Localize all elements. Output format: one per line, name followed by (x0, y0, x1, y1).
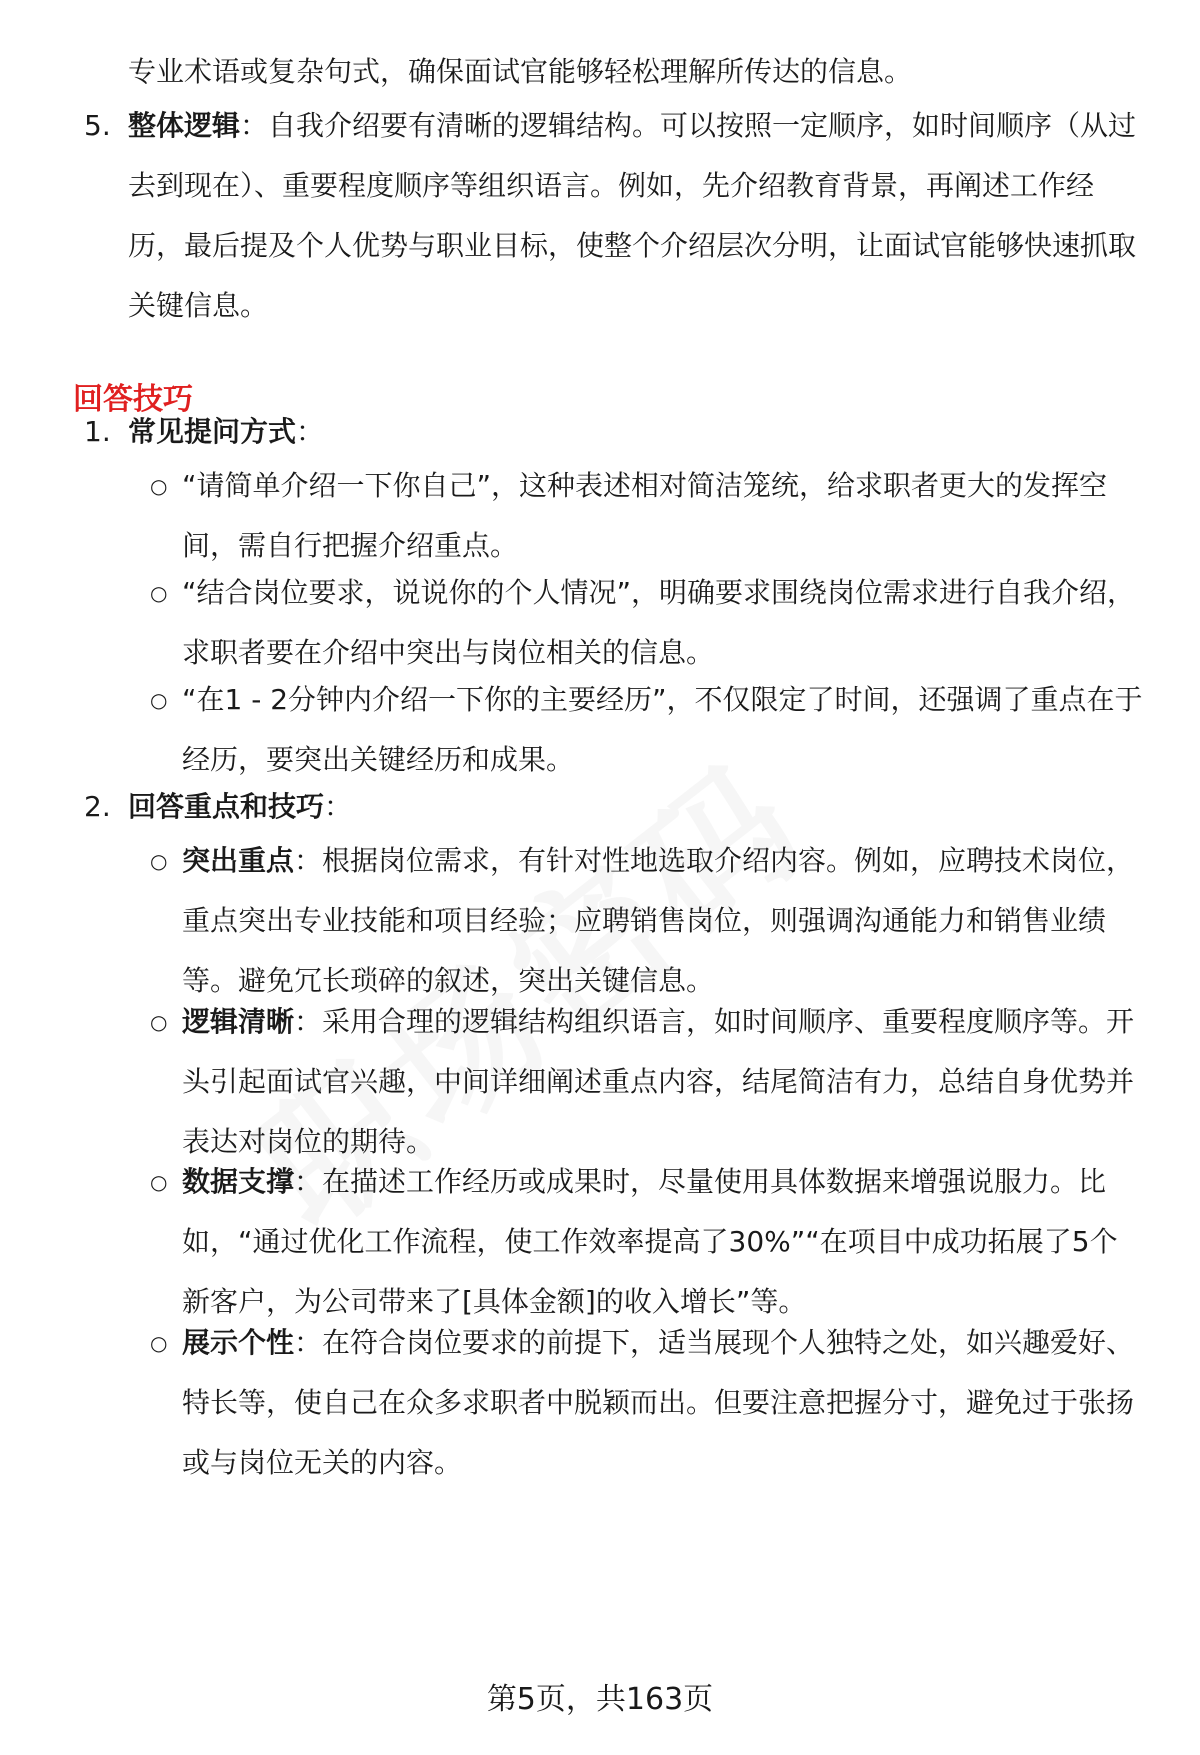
page-footer: 第5页，共163页 (486, 1682, 714, 1717)
item-5-title: 整体逻辑 (128, 109, 241, 142)
bullet-icon: ○ (150, 849, 168, 873)
bullet-sep: ： (294, 1165, 323, 1198)
bullet-icon: ○ (150, 581, 168, 605)
bullet-title: 展示个性 (182, 1326, 295, 1359)
item-5-sep: ： (240, 109, 269, 142)
list-2-heading (128, 777, 1148, 837)
bullet-text: 采用合理的逻辑结构组织语言，如时间顺序、重要程度顺序等。开头引起面试官兴趣，中间详细阐述重点内容，结尾简洁有力，总结自身优势并表达对岗位的期待。 (182, 1005, 1135, 1158)
bullet-icon: ○ (150, 474, 168, 498)
bullet-sep: ： (294, 844, 323, 877)
bullet-icon: ○ (150, 1170, 168, 1194)
list-2-bullet-2 (182, 992, 1144, 1172)
list-1-bullet-1: “请简单介绍一下你自己”，这种表述相对简洁笼统，给求职者更大的发挥空间，需自行把握介绍重点。 (182, 469, 1108, 562)
list-2-sep: ： (324, 790, 353, 823)
bullet-icon: ○ (150, 688, 168, 712)
item-5-text: 自我介绍要有清晰的逻辑结构。可以按照一定顺序，如时间顺序（从过去到现在）、重要程度顺序等组织语言。例如，先介绍教育背景，再阐述工作经历，最后提及个人优势与职业目标，使整个介绍层次分明，让面试官能够快速抓取关键信息。 (128, 109, 1137, 322)
bullet-text: 在描述工作经历或成果时，尽量使用具体数据来增强说服力。比如，“通过优化工作流程，使工作效率提高了30%”“在项目中成功拓展了5个新客户，为公司带来了[具体金额]的收入增长”等。 (182, 1165, 1118, 1318)
bullet-sep: ： (294, 1326, 323, 1359)
list-1-heading (128, 402, 1148, 462)
list-2-bullet-1 (182, 831, 1144, 1011)
list-2-bullet-4 (182, 1313, 1144, 1493)
list-1-title: 常见提问方式 (128, 415, 297, 448)
bullet-title: 逻辑清晰 (182, 1005, 295, 1038)
list-1-number: 1. (84, 415, 111, 448)
list-1-sep: ： (296, 415, 325, 448)
list-1-bullet-2: “结合岗位要求，说说你的个人情况”，明确要求围绕岗位需求进行自我介绍，求职者要在介绍中突出与岗位相关的信息。 (182, 576, 1136, 669)
bullet-icon: ○ (150, 1331, 168, 1355)
bullet-text: 在符合岗位要求的前提下，适当展现个人独特之处，如兴趣爱好、特长等，使自己在众多求职者中脱颖而出。但要注意把握分寸，避免过于张扬或与岗位无关的内容。 (182, 1326, 1135, 1479)
list-2-title: 回答重点和技巧 (128, 790, 325, 823)
bullet-icon: ○ (150, 1010, 168, 1034)
list-2-number: 2. (84, 790, 111, 823)
bullet-title: 数据支撑 (182, 1165, 295, 1198)
bullet-title: 突出重点 (182, 844, 295, 877)
section-title: 回答技巧 (73, 382, 193, 417)
item-5 (128, 96, 1148, 336)
list-2-bullet-3 (182, 1152, 1144, 1332)
list-1-bullet-3: “在1 - 2分钟内介绍一下你的主要经历”，不仅限定了时间，还强调了重点在于经历，要突出关键经历和成果。 (182, 683, 1143, 776)
bullet-sep: ： (294, 1005, 323, 1038)
bullet-text: 根据岗位需求，有针对性地选取介绍内容。例如，应聘技术岗位，重点突出专业技能和项目经验；应聘销售岗位，则强调沟通能力和销售业绩等。避免冗长琐碎的叙述，突出关键信息。 (182, 844, 1135, 997)
intro-continuation: 专业术语或复杂句式，确保面试官能够轻松理解所传达的信息。 (128, 55, 913, 88)
item-5-number: 5. (84, 109, 111, 142)
